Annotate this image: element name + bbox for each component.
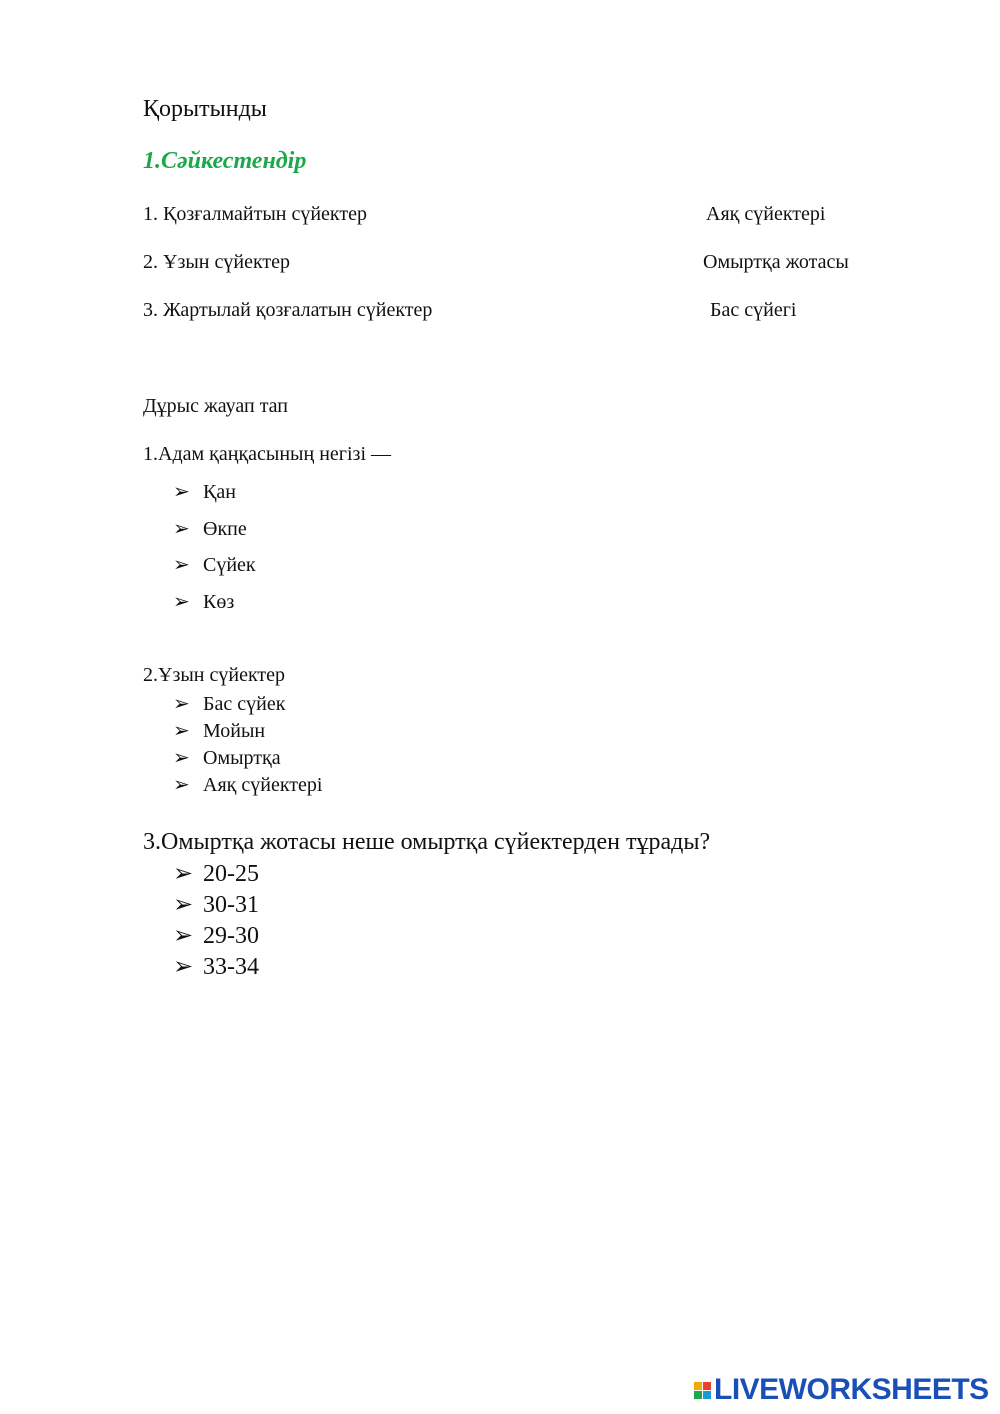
option-q3[interactable] <box>173 859 259 888</box>
arrow-bullet-icon: ➢ <box>173 481 190 503</box>
logo-square <box>694 1391 702 1399</box>
option-label: 30-31 <box>203 892 259 918</box>
arrow-bullet-icon: ➢ <box>173 720 190 742</box>
page-title: Қорытынды <box>143 96 267 122</box>
option-label: Омыртқа <box>203 747 281 769</box>
option-q1[interactable] <box>173 589 234 614</box>
option-label: 29-30 <box>203 923 259 949</box>
match-left-item: 1. Қозғалмайтын сүйектер <box>143 203 367 225</box>
liveworksheets-logo <box>694 1374 989 1406</box>
match-left-item: 3. Жартылай қозғалатын сүйектер <box>143 299 433 321</box>
arrow-bullet-icon: ➢ <box>173 923 194 949</box>
question-1: 1.Адам қаңқасының негізі — <box>143 443 391 465</box>
option-q3[interactable] <box>173 921 259 950</box>
option-label: Көз <box>203 591 235 613</box>
option-label: 20-25 <box>203 861 259 887</box>
match-right-item: Омыртқа жотасы <box>703 251 849 273</box>
arrow-bullet-icon: ➢ <box>173 954 194 980</box>
section-match-title: 1.Сәйкестендір <box>143 148 307 174</box>
section-quiz-title: Дұрыс жауап тап <box>143 395 288 417</box>
arrow-bullet-icon: ➢ <box>173 774 190 796</box>
option-q1[interactable] <box>173 479 236 504</box>
option-label: Мойын <box>203 720 266 742</box>
arrow-bullet-icon: ➢ <box>173 861 194 887</box>
option-label: Бас сүйек <box>203 693 286 715</box>
option-q1[interactable] <box>173 516 247 541</box>
option-label: Сүйек <box>203 554 256 576</box>
option-label: Өкпе <box>203 518 247 540</box>
logo-text: LIVEWORKSHEETS <box>714 1373 989 1406</box>
logo-square <box>694 1382 702 1390</box>
option-q3[interactable] <box>173 890 259 919</box>
logo-square <box>703 1391 711 1399</box>
arrow-bullet-icon: ➢ <box>173 747 190 769</box>
option-label: Қан <box>203 481 236 503</box>
arrow-bullet-icon: ➢ <box>173 591 190 613</box>
option-label: Аяқ сүйектері <box>203 774 323 796</box>
question-3: 3.Омыртқа жотасы неше омыртқа сүйектерден тұрады? <box>143 829 711 855</box>
logo-squares-icon <box>694 1382 711 1399</box>
option-q1[interactable] <box>173 552 256 577</box>
option-q3[interactable] <box>173 952 259 981</box>
option-q2[interactable] <box>173 745 281 770</box>
logo-square <box>703 1382 711 1390</box>
match-left-item: 2. Ұзын сүйектер <box>143 251 291 273</box>
option-q2[interactable] <box>173 718 265 743</box>
option-label: 33-34 <box>203 954 259 980</box>
option-q2[interactable] <box>173 691 285 716</box>
option-q2[interactable] <box>173 772 322 797</box>
match-right-item: Бас сүйегі <box>710 299 797 321</box>
arrow-bullet-icon: ➢ <box>173 518 190 540</box>
question-2: 2.Ұзын сүйектер <box>143 664 286 686</box>
arrow-bullet-icon: ➢ <box>173 554 190 576</box>
match-right-item: Аяқ сүйектері <box>706 203 826 225</box>
arrow-bullet-icon: ➢ <box>173 693 190 715</box>
arrow-bullet-icon: ➢ <box>173 892 194 918</box>
